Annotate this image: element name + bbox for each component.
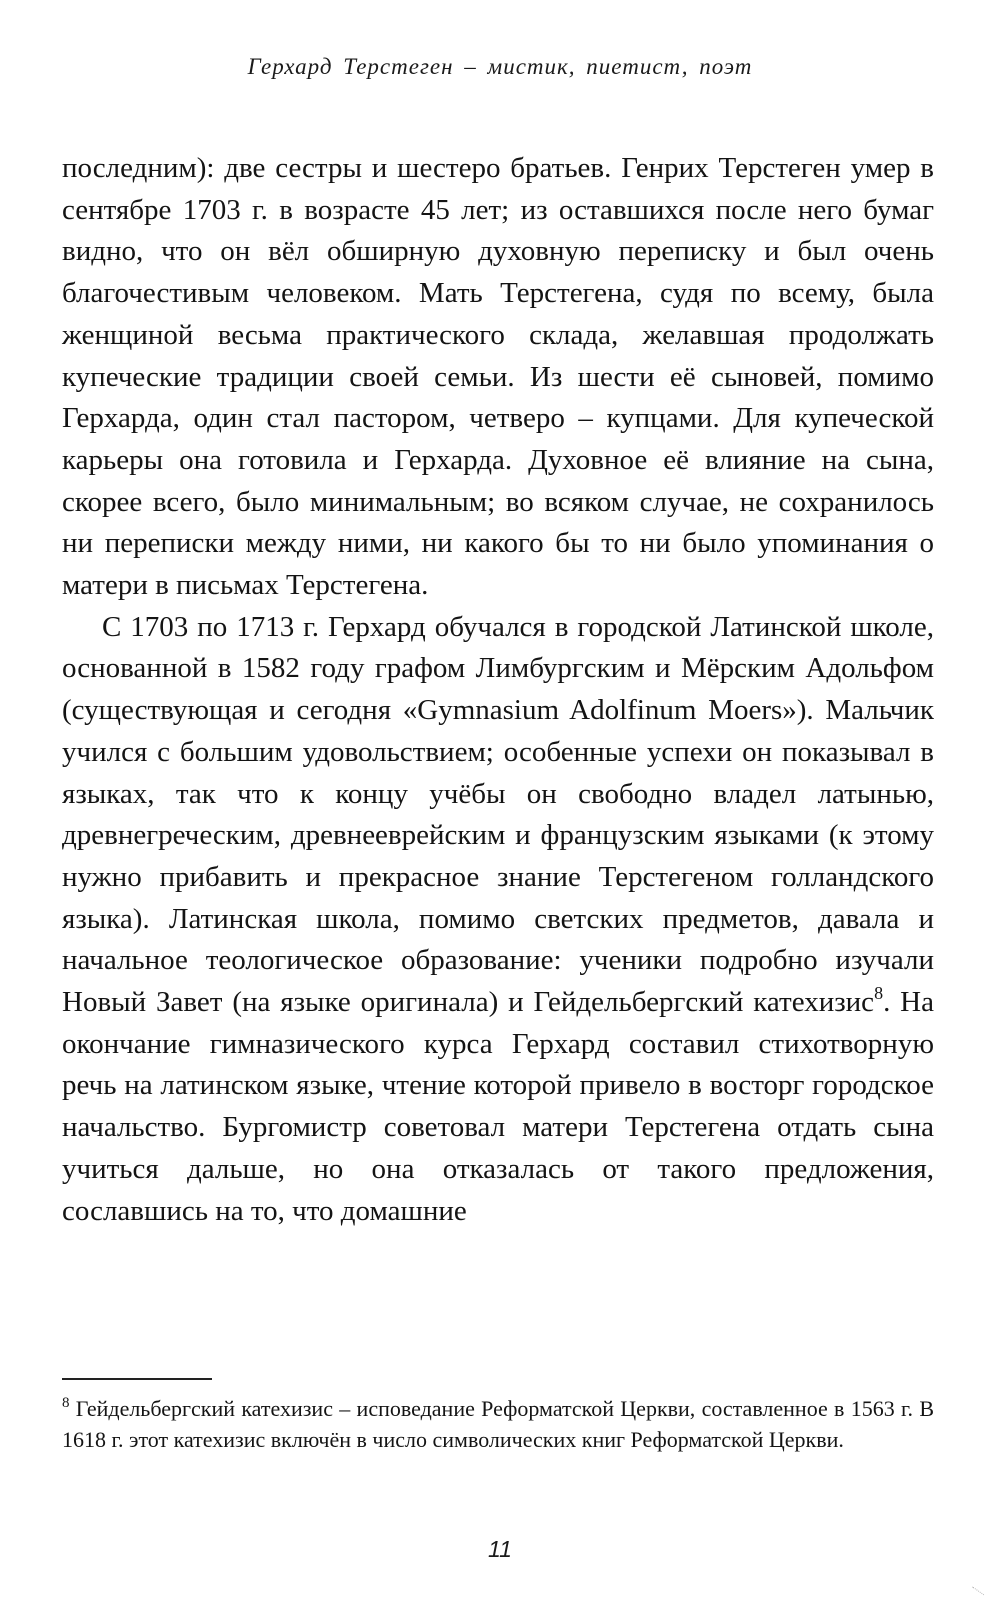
scan-speck xyxy=(970,1586,984,1598)
footnote-marker: 8 xyxy=(62,1395,70,1411)
paragraph-1: последним): две сестры и шестеро братьев. Генрих Терстеген умер в сентябре 1703 г. в возрасте 45 лет; из оставшихся после него бумаг видно, что он вёл обширную духовную переписку и был очень благочестивым человеком. Мать Терстегена, судя по всему, была женщиной весьма практического склада, желавшая продолжать купеческие традиции своей семьи. Из шести её сыновей, помимо Герхарда, один стал пастором, четверо – купцами. Для купеческой карьеры она готовила и Герхарда. Духовное её влияние на сына, скорее всего, было минимальным; во всяком случае, не сохранилось ни переписки между ними, ни какого бы то ни было упоминания о матери в письмах Терстегена. xyxy=(62,152,934,602)
paragraph-2-text-a: С 1703 по 1713 г. Герхард обучался в городской Латинской школе, основанной в 1582 году графом Лимбургским и Мёрским Адольфом (существующая и сегодня «Gymnasium Adolfinum Moers»). Мальчик учился с большим удовольствием; особенные успехи он показывал в языках, так что к концу учёбы он свободно владел латынью, древнегреческим, древнееврейским и французским языками (к этому нужно прибавить и прекрасное знание Терстегеном голландского языка). Латинская школа, помимо светских предметов, давала и начальное теологическое образование: ученики подробно изучали Новый Завет (на языке оригинала) и Гейдельбергский катехизис xyxy=(62,610,934,1019)
main-text xyxy=(62,148,934,1232)
footnote xyxy=(62,1393,934,1455)
paragraph-2 xyxy=(62,607,934,1233)
paragraph-2-text-b: . На окончание гимназического курса Герхард составил стихотворную речь на латинском языке, чтение которой привело в восторг городское начальство. Бургомистр советовал матери Терстегена отдать сына учиться дальше, но она отказалась от такого предложения, сославшись на то, что домашние xyxy=(62,986,934,1227)
footnote-divider xyxy=(62,1378,212,1380)
running-header: Герхард Терстеген – мистик, пиетист, поэт xyxy=(247,54,753,79)
footnote-text: Гейдельбергский катехизис – исповедание Реформатской Церкви, составленное в 1563 г. В 1618 г. этот катехизис включён в число символических книг Реформатской Церкви. xyxy=(62,1396,934,1452)
page-number: 11 xyxy=(488,1536,512,1562)
footnote-reference[interactable]: 8 xyxy=(874,983,884,1004)
